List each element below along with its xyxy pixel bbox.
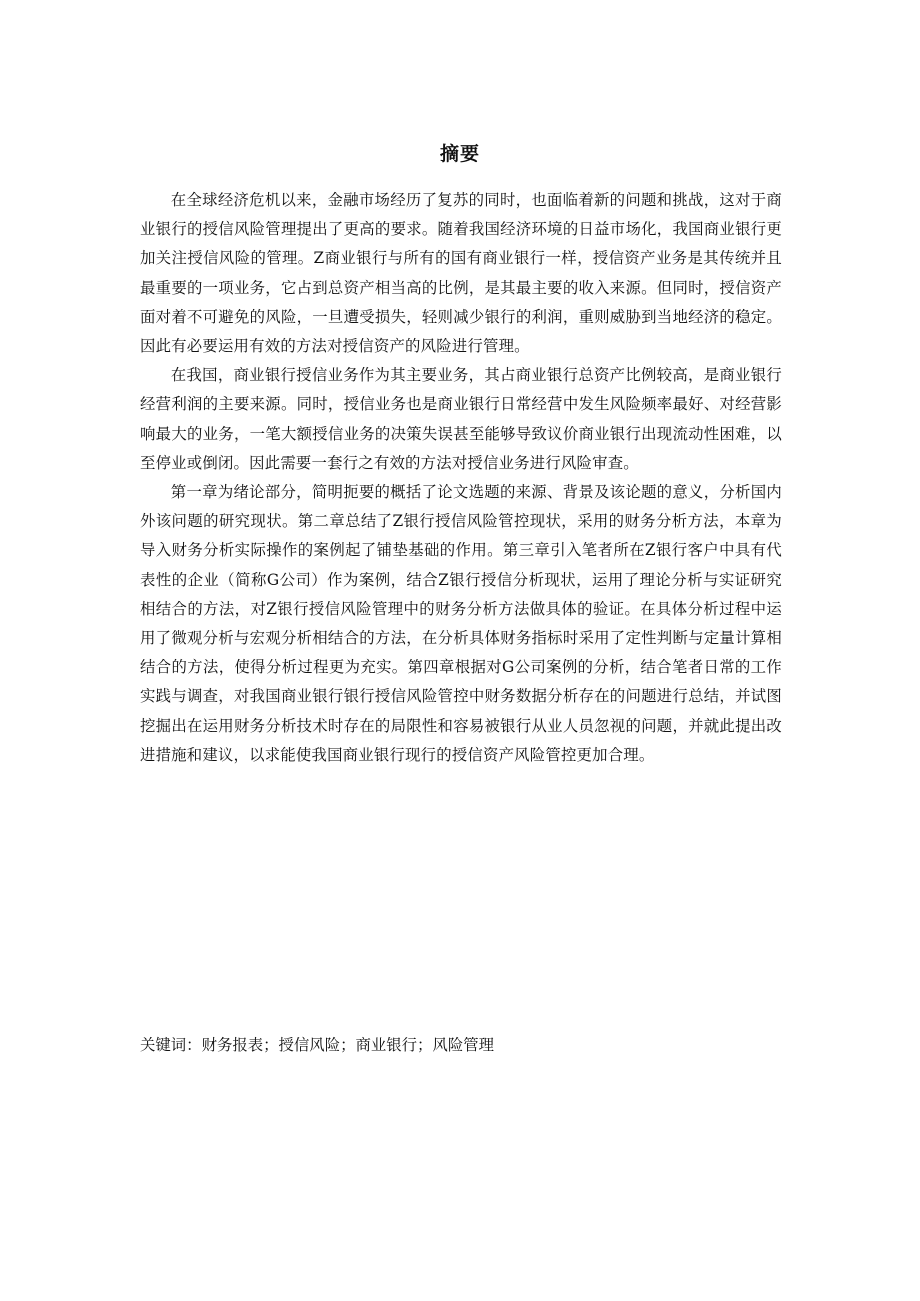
page-title: 摘要 <box>439 143 480 165</box>
keywords-line: 关键词：财务报表；授信风险；商业银行；风险管理 <box>140 1036 494 1054</box>
abstract-paragraph-2: 在我国，商业银行授信业务作为其主要业务，其占商业银行总资产比例较高，是商业银行经营利润的主要来源。同时，授信业务也是商业银行日常经营中发生风险频率最好、对经营影响最大的业务，一笔大额授信业务的决策失误甚至能够导致议价商业银行出现流动性困难，以至停业或倒闭。因此需要一套行之有效的方法对授信业务进行风险审查。 <box>140 366 782 472</box>
abstract-paragraph-3: 第一章为绪论部分，简明扼要的概括了论文选题的来源、背景及该论题的意义，分析国内外该问题的研究现状。第二章总结了Z银行授信风险管控现状，采用的财务分析方法，本章为导入财务分析实际操作的案例起了铺垫基础的作用。第三章引入笔者所在Z银行客户中具有代表性的企业（简称G公司）作为案例，结合Z银行授信分析现状，运用了理论分析与实证研究相结合的方法，对Z银行授信风险管理中的财务分析方法做具体的验证。在具体分析过程中运用了微观分析与宏观分析相结合的方法，在分析具体财务指标时采用了定性判断与定量计算相结合的方法，使得分析过程更为充实。第四章根据对G公司案例的分析，结合笔者日常的工作实践与调查，对我国商业银行银行授信风险管控中财务数据分析存在的问题进行总结，并试图挖掘出在运用财务分析技术时存在的局限性和容易被银行从业人员忽视的问题，并就此提出改进措施和建议，以求能使我国商业银行现行的授信资产风险管控更加合理。 <box>140 483 782 764</box>
abstract-paragraph-1: 在全球经济危机以来，金融市场经历了复苏的同时，也面临着新的问题和挑战，这对于商业银行的授信风险管理提出了更高的要求。随着我国经济环境的日益市场化，我国商业银行更加关注授信风险的管理。Z商业银行与所有的国有商业银行一样，授信资产业务是其传统并且最重要的一项业务，它占到总资产相当高的比例，是其最主要的收入来源。但同时，授信资产面对着不可避免的风险，一旦遭受损失，轻则减少银行的利润，重则威胁到当地经济的稳定。因此有必要运用有效的方法对授信资产的风险进行管理。 <box>140 191 782 356</box>
abstract-body <box>140 186 782 770</box>
